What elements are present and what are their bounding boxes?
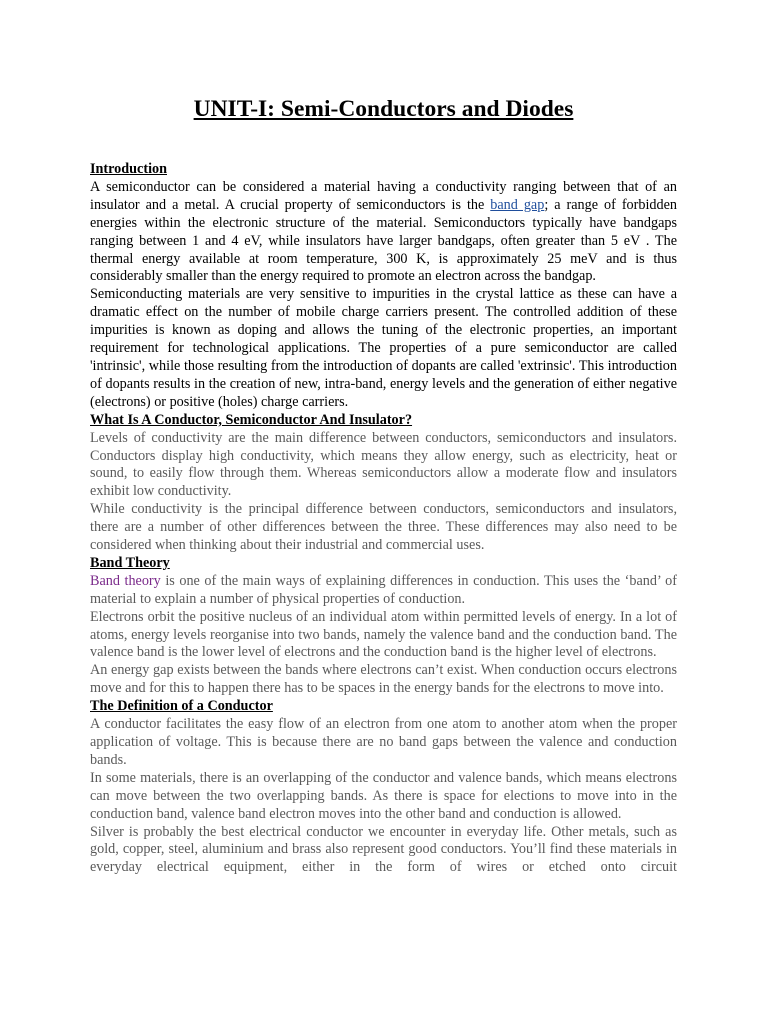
conductor-paragraph-2: In some materials, there is an overlapping of the conductor and valence bands, which means electrons can move between the two overlapping bands. As there is space for elections to move into in the conduction band, valence band electron moves into the other band and conduction is allowed. [90, 769, 677, 822]
document-body [90, 161, 677, 877]
paragraph-text: A semiconductor can be considered a material having a conductivity ranging between that of an insulator and a metal. A crucial property of semiconductors is the [90, 178, 677, 213]
band-theory-paragraph-3: An energy gap exists between the bands where electrons can’t exist. When conduction occurs electrons move and for this to happen there has to be spaces in the energy bands for the electrons to move into. [90, 662, 677, 697]
conductor-paragraph-1: A conductor facilitates the easy flow of an electron from one atom to another atom when the proper application of voltage. This is because there are no band gaps between the valence and conduction bands. [90, 716, 677, 768]
band-theory-paragraph-1 [90, 573, 677, 609]
intro-paragraph-2: Semiconducting materials are very sensitive to impurities in the crystal lattice as these can have a dramatic effect on the number of mobile charge carriers present. The controlled addition of these impurities is known as doping and allows the tuning of the electronic properties, an important requirement for technological applications. The properties of a pure semiconductor are called 'intrinsic', while those resulting from the introduction of dopants are called 'extrinsic'. This introduction of dopants results in the creation of new, intra-band, energy levels and the generation of either negative (electrons) or positive (holes) charge carriers. [90, 286, 677, 410]
band-theory-link[interactable]: Band theory [90, 572, 161, 589]
page-title: UNIT-I: Semi-Conductors and Diodes [193, 96, 574, 122]
section-heading-band-theory: Band Theory [90, 554, 170, 571]
paragraph-text: ; a range of forbidden energies within the electronic structure of the material. Semiconductors typically have bandgaps ranging between 1 and 4 eV, while insulators have larger bandgaps, often greater than 5 eV . The thermal energy available at room temperature, 300 K, is approximately 25 meV and is thus considerably smaller than the energy required to promote an electron across the bandgap. [90, 196, 677, 285]
intro-paragraph-1 [90, 179, 677, 286]
conductivity-paragraph-2: While conductivity is the principal difference between conductors, semiconductors and insulators, there are a number of other differences between the three. These differences may also need to be considered when thinking about their industrial and commercial uses. [90, 501, 677, 554]
section-heading-definition-of-conductor: The Definition of a Conductor [90, 698, 273, 715]
conductor-paragraph-3: Silver is probably the best electrical conductor we encounter in everyday life. Other metals, such as gold, copper, steel, aluminium and brass also represent good conductors. You’ll find these materials in everyday electrical equipment, either in the form of wires or etched onto circuit [90, 823, 677, 876]
conductivity-paragraph-1: Levels of conductivity are the main difference between conductors, semiconductors and insulators. Conductors display high conductivity, which means they allow energy, such as electricity, heat or sound, to easily flow through them. Whereas semiconductors allow a moderate flow and insulators exhibit low conductivity. [90, 429, 677, 500]
section-heading-introduction: Introduction [90, 161, 167, 177]
paragraph-text: is one of the main ways of explaining differences in conduction. This uses the ‘band’ of material to explain a number of physical properties of conduction. [90, 572, 677, 607]
section-heading-conductor-semiconductor-insulator: What Is A Conductor, Semiconductor And Insulator? [90, 411, 413, 428]
band-gap-link[interactable]: band gap [490, 196, 545, 213]
band-theory-paragraph-2: Electrons orbit the positive nucleus of an individual atom within permitted levels of energy. In a lot of atoms, energy levels reorganise into two bands, namely the valence band and the conduction band. The valence band is the lower level of electrons and the conduction band is the higher level of electrons. [90, 608, 677, 661]
